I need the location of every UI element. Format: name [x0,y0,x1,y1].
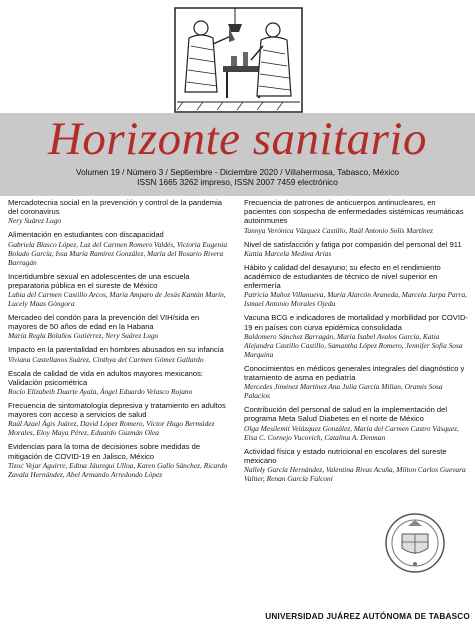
article-entry [8,313,230,340]
article-authors: Nery Suárez Lugo [8,216,62,226]
article-entry [244,447,470,483]
article-entry [244,263,470,309]
woodcut-illustration [173,6,304,114]
article-authors: Baldomero Sánchez Barragán, María Isabel Avalos García, Katia Alejandra Castillo Castillo, Samantha López Romero, Jennifer Sofía Sosa Marquina [244,331,463,359]
article-entry [244,240,470,258]
left-column [8,198,230,484]
article-entry [244,405,470,441]
article-entry [8,401,230,437]
article-entry [8,442,230,478]
article-title: Mercadotecnia social en la prevención y control de la pandemia del coronavirus [8,198,223,217]
article-authors: Olga Mesilemit Velázquez González, María del Carmen Castro Vásquez, Elsa C. Cornejo Vucovich, Catalina A. Denman [244,423,459,442]
article-title: Mercadeo del condón para la prevención del VIH/sida en mayores de 50 años de edad en la Habana [8,313,200,332]
article-title: Hábito y calidad del desayuno; su efecto en el rendimiento académico de estudiantes de técnico de nivel superior en enfermería [244,262,441,291]
article-title: Conocimientos en médicos generales integrales del diagnóstico y tratamiento de asma en pediatría [244,363,465,383]
article-authors: Gabriela Blasco López, Luz del Carmen Romero Valdés, Victoria Eugenia Bolado García, Issa María Ramírez González, María del Rosario Rivera Barragán [8,239,228,267]
article-authors: Tizoc Vejar Aguirre, Edtna Jáuregui Ulloa, Karen Gallo Sánchez, Ricardo Zavala Hernández, Abel Armando Arredondo López [8,460,228,479]
article-authors: Lubia del Carmen Castillo Arcos, María Amparo de Jesús Kantún Marín, Lucely Maas Góngora [8,290,226,309]
volume-line: Volumen 19 / Número 3 / Septiembre - Diciembre 2020 / Villahermosa, Tabasco, México [76,167,399,177]
article-entry [244,198,470,235]
article-authors: María Regla Bolaños Gutiérrez, Nery Suárez Lugo [8,331,159,341]
article-title: Vacuna BCG e indicadores de mortalidad y morbilidad por COVID-19 en países con curva epidémica consolidada [244,313,468,332]
article-authors: Rocío Elizabeth Duarte Ayala, Ángel Eduardo Velasco Rojano [8,387,193,397]
article-entry [8,198,230,225]
article-entry [8,272,230,308]
article-title: Incertidumbre sexual en adolescentes de una escuela preparatoria pública en el sureste de México [8,271,190,290]
article-entry [244,364,470,400]
article-title: Frecuencia de sintomatología depresiva y tratamiento en adultos mayores con acceso a servicios de salud [8,401,226,420]
article-authors: Patricia Muñoz Villanueva, María Alarcón Araneda, Marcela Jarpa Parra, Ismael Antonio Morales Ojeda [244,290,467,309]
article-title: Frecuencia de patrones de anticuerpos antinucleares, en pacientes con sospecha de enfermedades sistémicas reumáticas autoinmunes [244,198,464,226]
article-entry [8,230,230,266]
article-title: Evidencias para la toma de decisiones sobre medidas de mitigación de COVID-19 en Jalisco, México [8,442,201,461]
article-authors: Raúl Azael Ágis Juárez, David López Romero, Víctor Hugo Bermúdez Morales, Eloy Maya Pérez, Eduardo Guzmán Olea [8,419,215,438]
article-title: Actividad física y estado nutricional en escolares del sureste mexicano [244,446,447,465]
article-entry [8,369,230,396]
right-column [244,198,470,488]
article-authors: Tannya Verónica Vázquez Castillo, Raúl Antonio Solís Martínez [244,225,433,235]
article-authors: Viviana Castellanos Suárez, Cinthya del Carmen Gómez Gallardo [8,354,204,364]
university-seal-icon [384,512,446,574]
article-title: Contribución del personal de salud en la implementación del programa Meta Salud Diabetes en el norte de México [244,405,448,424]
article-authors: Mercedes Jiménez Martínez Ana Julia García Milian, Oramis Sosa Palacios [244,382,443,401]
journal-title: Horizonte sanitario [47,113,427,165]
article-entry [8,345,230,363]
article-title: Impacto en la parentalidad en hombres abusados en su infancia [8,345,224,355]
article-entry [244,313,470,358]
article-title: Escala de calidad de vida en adultos mayores mexicanos: Validación psicométrica [8,368,204,387]
issn-line: ISSN 1665 3262 impreso, ISSN 2007 7459 electrónico [137,177,338,187]
article-authors: Nalleły García Hernández, Valentina Rivas Acuña, Milton Carlos Guevara Valtier, Renan García Falconi [244,465,466,484]
article-authors: Kattia Marcela Medina Arias [244,248,332,258]
article-title: Alimentación en estudiantes con discapacidad [8,230,164,240]
article-title: Nivel de satisfacción y fatiga por compasión del personal del 911 [244,239,462,249]
university-name: UNIVERSIDAD JUÁREZ AUTÓNOMA DE TABASCO [265,612,470,621]
